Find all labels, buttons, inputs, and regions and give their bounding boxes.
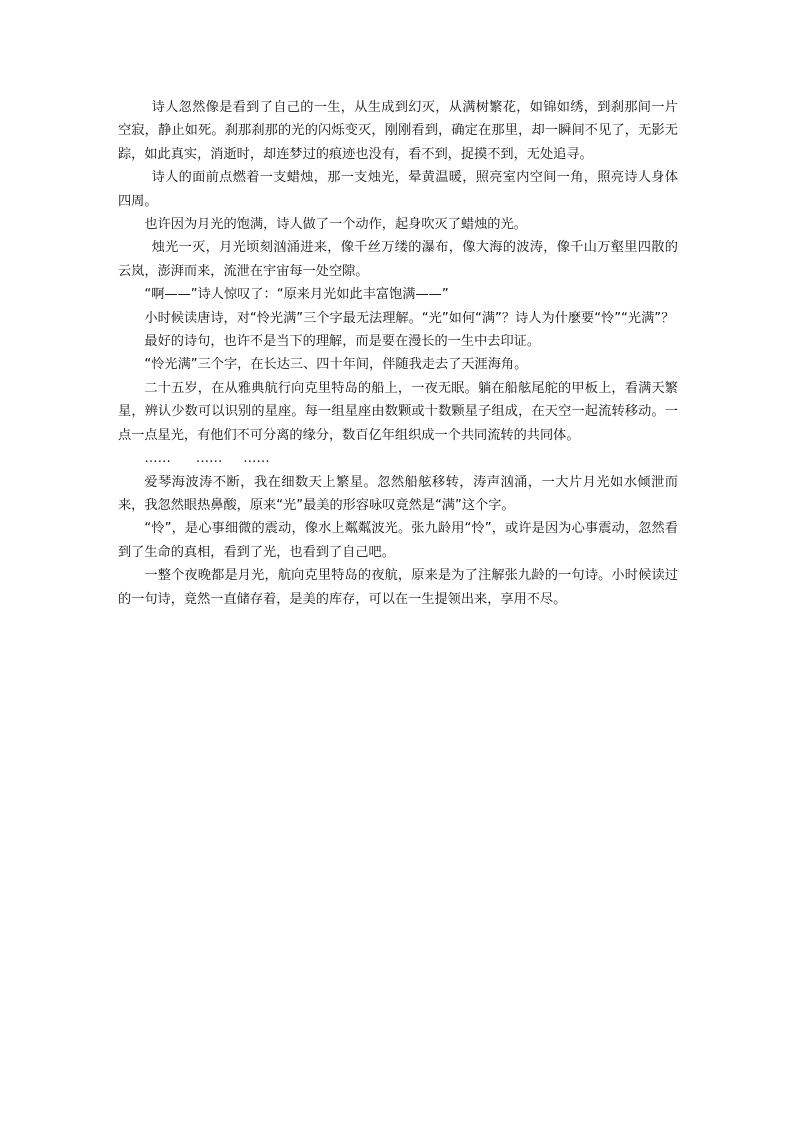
paragraph: “啊——”诗人惊叹了：“原来月光如此丰富饱满——” bbox=[144, 287, 449, 303]
paragraph: 也许因为月光的饱满，诗人做了一个动作，起身吹灭了蜡烛的光。 bbox=[144, 217, 527, 233]
paragraph: 爱琴海波涛不断，我在细数天上繁星。忽然船舷移转，涛声汹涌，一大片月光如水倾泄而来，我忽然眼热鼻酸，原来“光”最美的形容咏叹竟然是“满”这个字。 bbox=[118, 474, 678, 513]
paragraph: 小时候读唐诗，对“怜光满”三个字最无法理解。“光”如何“满”？诗人为什麼要“怜”“光满”？ bbox=[144, 310, 675, 326]
ellipsis-line: …… …… …… bbox=[144, 451, 270, 467]
paragraph: “怜”，是心事细微的震动，像水上粼粼波光。张九龄用“怜”，或许是因为心事震动，忽然看到了生命的真相，看到了光，也看到了自己吧。 bbox=[118, 521, 678, 560]
paragraph: “怜光满”三个字，在长达三、四十年间，伴随我走去了天涯海角。 bbox=[144, 357, 528, 373]
paragraph: 诗人忽然像是看到了自己的一生，从生成到幻灭，从满树繁花，如锦如绣，到刹那间一片空寂，静止如死。刹那刹那的光的闪烁变灭，刚刚看到，确定在那里，却一瞬间不见了，无影无踪，如此真实，消逝时，却连梦过的痕迹也没有，看不到，捉摸不到，无处追寻。 bbox=[118, 100, 678, 162]
paragraph: 烛光一灭，月光顷刻汹涌进来，像千丝万缕的瀑布，像大海的波涛，像千山万壑里四散的云岚，澎湃而来，流泄在宇宙每一处空隙。 bbox=[118, 240, 678, 279]
paragraph: 诗人的面前点燃着一支蜡烛，那一支烛光，晕黄温暖，照亮室内空间一角，照亮诗人身体四周。 bbox=[118, 170, 678, 209]
paragraph: 最好的诗句，也许不是当下的理解，而是要在漫长的一生中去印证。 bbox=[144, 334, 541, 350]
paragraph: 二十五岁，在从雅典航行向克里特岛的船上，一夜无眠。躺在船舷尾舵的甲板上，看满天繁星，辨认少数可以识别的星座。每一组星座由数颗或十数颗星子组成，在天空一起流转移动。一点一点星光，有他们不可分离的缘分，数百亿年组织成一个共同流转的共同体。 bbox=[118, 380, 678, 443]
paragraph: 一整个夜晚都是月光，航向克里特岛的夜航，原来是为了注解张九龄的一句诗。小时候读过的一句诗，竟然一直储存着，是美的库存，可以在一生提领出来，享用不尽。 bbox=[118, 568, 678, 607]
document-body bbox=[118, 96, 678, 611]
